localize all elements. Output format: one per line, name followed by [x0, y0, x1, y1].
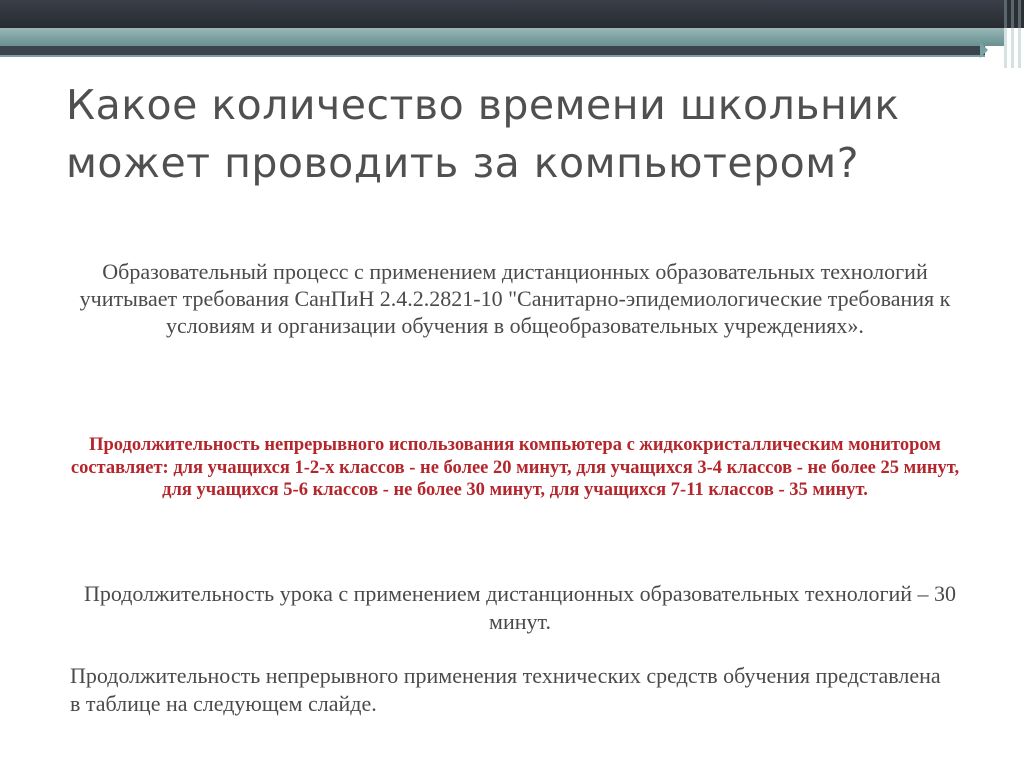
slide-title	[66, 76, 966, 192]
header-dark-stripe	[0, 46, 985, 55]
slide-title-line1: Какое количество времени школьник	[66, 81, 900, 129]
header-dark-bar	[0, 0, 1024, 28]
slide-title-line2: может проводить за компьютером?	[66, 139, 859, 187]
header-teal-line	[0, 55, 985, 57]
paragraph-technical-means: Продолжительность непрерывного применения технических средств обучения представлена в таблице на следующем слайде.	[70, 663, 941, 716]
arrow-right-icon	[980, 42, 988, 58]
paragraph-sanpin: Образовательный процесс с применением дистанционных образовательных технологий учитывает требования СанПиН 2.4.2.2821-10 "Санитарно-эпидемиологические требования к условиям и организации обучения в общеобразовательных учреждениях».	[79, 259, 951, 338]
paragraph-computer-duration: Продолжительность непрерывного использования компьютера с жидкокристаллическим монитором составляет: для учащихся 1-2-х классов - не более 20 минут, для учащихся 3-4 классов - не более 25 минут, для учащихся 5-6 классов - не более 30 минут, для учащихся 7-11 классов - 35 минут.	[70, 435, 960, 500]
paragraph-lesson-duration: Продолжительность урока с применением дистанционных образовательных технологий – 30 минут.	[83, 581, 957, 634]
header-decor-lines-dark	[1004, 0, 1024, 28]
header-teal-band	[0, 28, 1024, 46]
